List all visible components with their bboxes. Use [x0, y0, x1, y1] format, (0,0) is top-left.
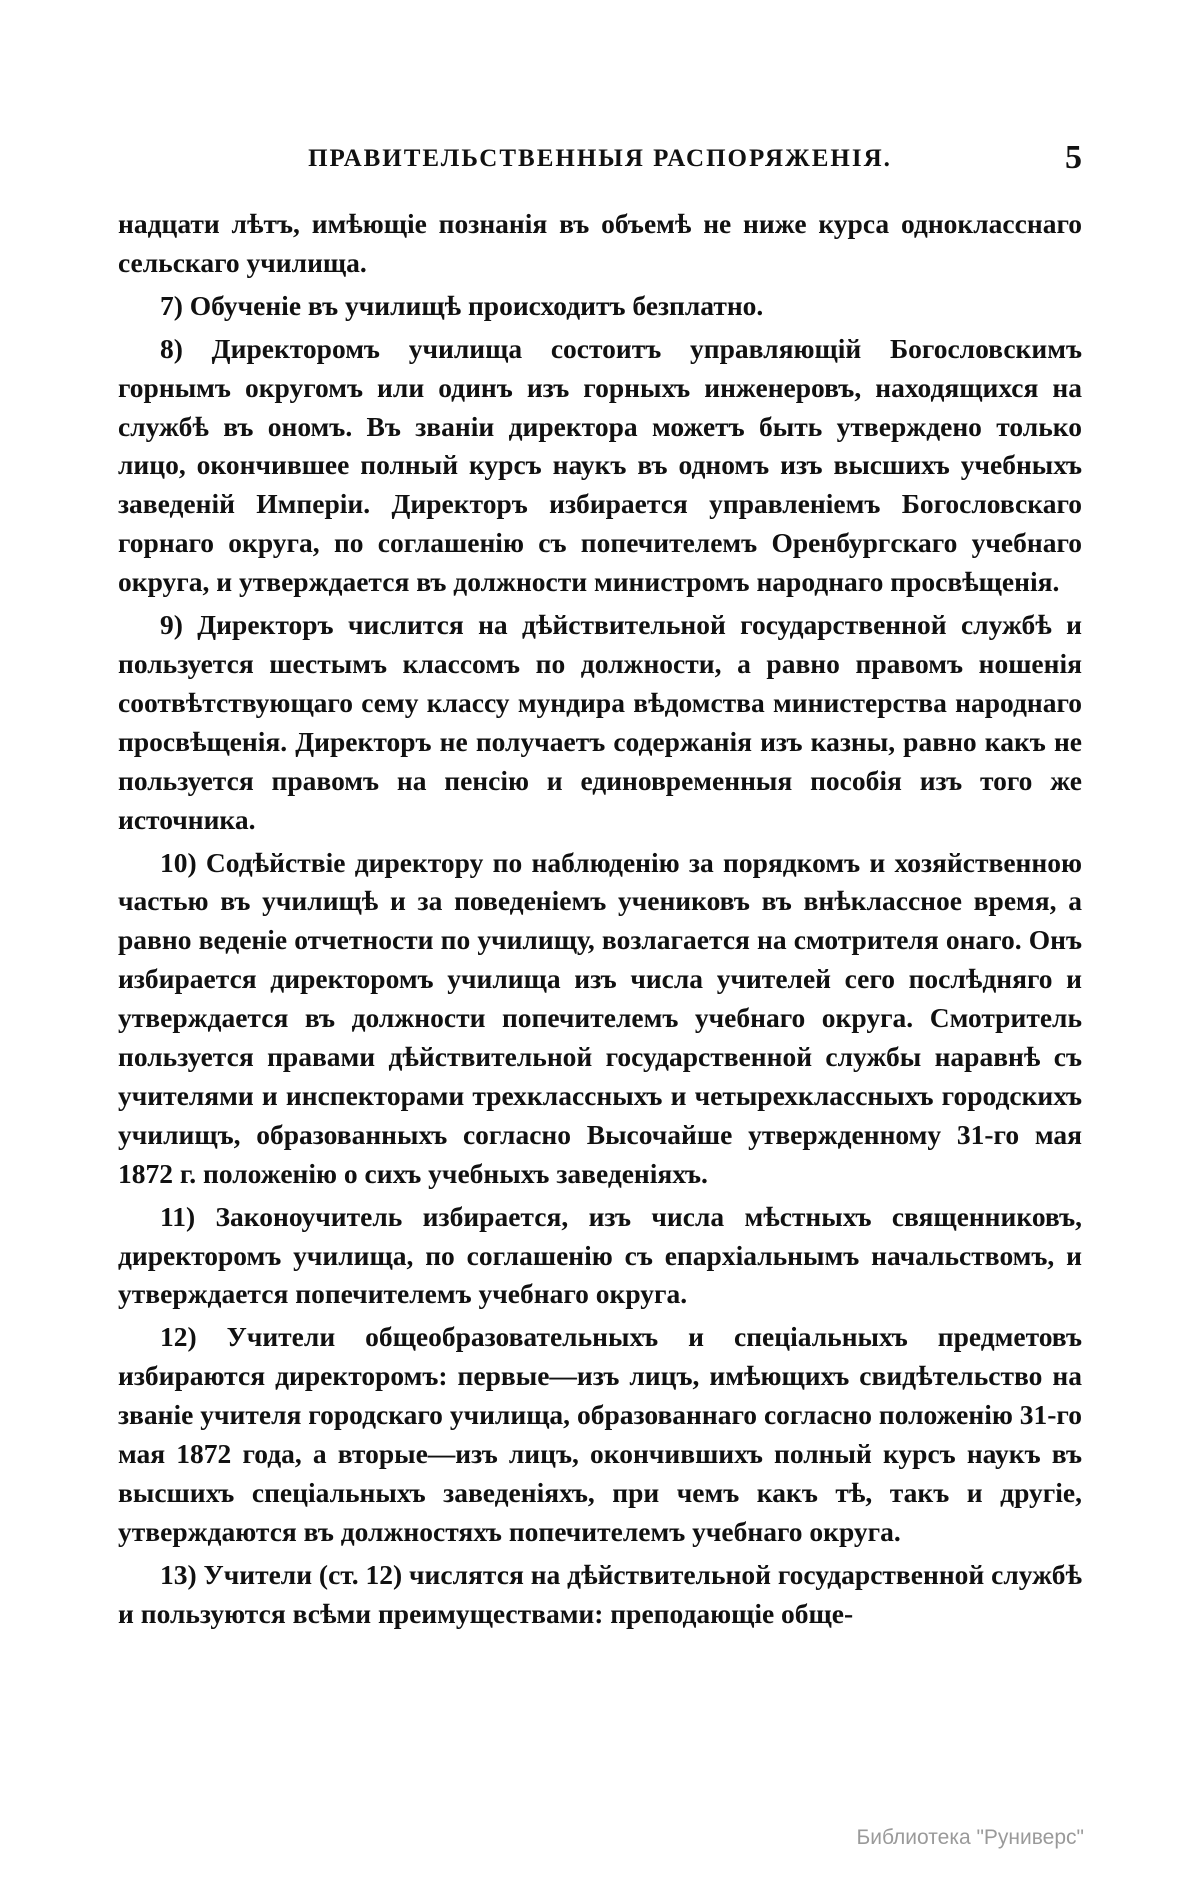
paragraph-12: 12) Учители общеобразовательныхъ и спеціальныхъ предметовъ избираются директоромъ: первые—изъ лицъ, имѣющихъ свидѣтельство на званіе учителя городскаго училища, образованнаго согласно положенію 31-го мая 1872 года, а вторые—изъ лицъ, окончившихъ полный курсъ наукъ въ высшихъ спеціальныхъ заведеніяхъ, при чемъ какъ тѣ, такъ и другіе, утверждаются въ должностяхъ попечителемъ учебнаго округа.	[118, 1321, 1082, 1547]
paragraph-continued: надцати лѣтъ, имѣющіе познанія въ объемѣ не ниже курса однокласснаго сельскаго училища.	[118, 208, 1082, 278]
body-text	[118, 205, 1082, 1638]
paragraph-8: 8) Директоромъ училища состоитъ управляющій Богословскимъ горнымъ округомъ или одинъ изъ горныхъ инженеровъ, находящихся на службѣ въ ономъ. Въ званіи директора можетъ быть утверждено только лицо, окончившее полный курсъ наукъ въ одномъ изъ высшихъ учебныхъ заведеній Имперіи. Директоръ избирается управленіемъ Богословскаго горнаго округа, по соглашенію съ попечителемъ Оренбургскаго учебнаго округа, и утверждается въ должности министромъ народнаго просвѣщенія.	[118, 332, 1082, 598]
paragraph-11: 11) Законоучитель избирается, изъ числа мѣстныхъ священниковъ, директоромъ училища, по соглашенію съ епархіальнымъ начальствомъ, и утверждается попечителемъ учебнаго округа.	[118, 1200, 1082, 1310]
page-number: 5	[1065, 139, 1082, 176]
paragraph-7: 7) Обученіе въ училищѣ происходитъ безплатно.	[160, 289, 764, 321]
paragraph-10: 10) Содѣйствіе директору по наблюденію за порядкомъ и хозяйственною частью въ училищѣ и за поведеніемъ учениковъ въ внѣклассное время, а равно веденіе отчетности по училищу, возлагается на смотрителя онаго. Онъ избирается директоромъ училища изъ числа учителей сего послѣдняго и утверждается въ должности попечителемъ учебнаго округа. Смотритель пользуется правами дѣйствительной государственной службы наравнѣ съ учителями и инспекторами трехклассныхъ и четырехклассныхъ городскихъ училищъ, образованныхъ согласно Высочайше утвержденному 31-го мая 1872 г. положенію о сихъ учебныхъ заведеніяхъ.	[118, 846, 1082, 1189]
paragraph-13: 13) Учители (ст. 12) числятся на дѣйствительной государственной службѣ и пользуются всѣми преимуществами: преподающіе обще-	[118, 1558, 1082, 1629]
running-head: ПРАВИТЕЛЬСТВЕННЫЯ РАСПОРЯЖЕНІЯ.	[308, 145, 892, 172]
paragraph-9: 9) Директоръ числится на дѣйствительной государственной службѣ и пользуется шестымъ классомъ по должности, а равно правомъ ношенія соотвѣтствующаго сему классу мундира вѣдомства министерства народнаго просвѣщенія. Директоръ не получаетъ содержанія изъ казны, равно какъ не пользуется правомъ на пенсію и единовременныя пособія изъ того же источника.	[118, 609, 1082, 835]
page-header	[118, 139, 1082, 185]
library-watermark: Библиотека "Руниверс"	[856, 1826, 1084, 1849]
